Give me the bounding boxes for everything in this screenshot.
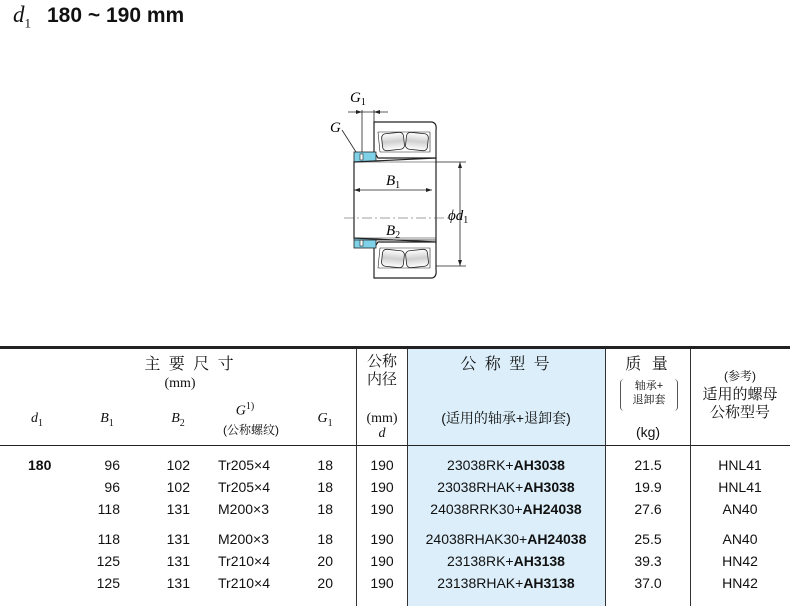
table-header-rule [0,445,790,446]
header-ref: (参考) [724,369,756,383]
title-range: 180 ~ 190 mm [47,4,185,27]
cell-b1: 118 [97,531,120,547]
cell-designation: 23038RHAK+AH3038 [437,479,575,495]
cell-g1: 18 [317,501,333,517]
cell-g1: 20 [317,575,333,591]
header-b2: $B_2$ [171,411,185,429]
cell-d1: 180 [28,457,52,473]
header-mass-note: 轴承+ 退卸套 [620,379,678,411]
cell-b2: 102 [166,479,190,495]
cell-nut: HN42 [722,575,758,591]
cell-mass: 19.9 [634,479,662,495]
cell-d: 190 [370,501,394,517]
cell-d: 190 [370,553,394,569]
header-designation-note: (适用的轴承+退卸套) [441,410,571,426]
header-d1: $d_1$ [31,411,43,429]
cell-designation: 23038RK+AH3038 [447,457,565,473]
header-nut-1: 适用的螺母 [702,386,778,403]
cell-g: M200×3 [218,501,269,517]
cell-nut: HNL41 [718,457,762,473]
cell-nut: HNL41 [718,479,762,495]
cell-d: 190 [370,457,394,473]
header-mass-unit: (kg) [635,424,661,440]
header-main-dims: 主 要 尺 寸 [144,356,236,373]
cell-d: 190 [370,479,394,495]
cell-b2: 131 [166,575,190,591]
cell-nut: AN40 [722,531,758,547]
title-symbol: $d_1$ [13,2,31,31]
header-designation: 公 称 型 号 [460,356,552,373]
cell-b1: 118 [97,501,120,517]
cell-designation: 24038RRK30+AH24038 [430,501,582,517]
cell-g: M200×3 [218,531,269,547]
cell-designation: 24038RHAK30+AH24038 [425,531,587,547]
cell-b1: 125 [96,553,120,569]
table-divider [605,349,606,606]
cell-designation: 23138RK+AH3138 [447,553,565,569]
table-divider [690,349,691,606]
cell-mass: 27.6 [634,501,662,517]
header-g: $G^{1)}$ [235,401,255,419]
header-b1: $B_1$ [100,411,114,429]
cell-d: 190 [370,575,394,591]
table-divider [356,349,357,606]
cell-g: Tr205×4 [218,479,271,495]
cell-b1: 125 [96,575,120,591]
cell-g1: 20 [317,553,333,569]
header-nominal-bore-2: 内径 [366,371,397,388]
page-title [13,2,184,30]
label-phi-d1: $\phi d_1$ [448,208,469,226]
header-nominal-bore-d: d [378,426,386,441]
cell-b2: 131 [166,531,190,547]
cell-mass: 37.0 [634,575,662,591]
cell-g: Tr205×4 [218,457,271,473]
cell-designation: 23138RHAK+AH3138 [437,575,575,591]
cell-nut: HN42 [722,553,758,569]
cell-b1: 96 [104,457,120,473]
label-g1: $G_1$ [350,90,366,108]
header-mm: (mm) [164,376,196,391]
label-g: G [330,120,341,136]
header-nut-2: 公称型号 [709,404,770,421]
cell-g1: 18 [317,531,333,547]
cell-g: Tr210×4 [218,575,271,591]
cell-nut: AN40 [722,501,758,517]
cell-b1: 96 [104,479,120,495]
header-nominal-bore-1: 公称 [366,353,397,370]
header-nominal-bore-mm: (mm) [366,411,398,426]
cell-b2: 102 [166,457,190,473]
header-g-note: (公称螺纹) [223,423,279,437]
label-b2: $B_2$ [386,223,401,241]
label-b1: $B_1$ [386,173,401,191]
cell-b2: 131 [166,501,190,517]
cell-g1: 18 [317,479,333,495]
cell-g: Tr210×4 [218,553,271,569]
cell-d: 190 [370,531,394,547]
cell-b2: 131 [166,553,190,569]
cell-mass: 39.3 [634,553,662,569]
table-top-rule [0,346,790,349]
cell-g1: 18 [317,457,333,473]
header-g1: $G_1$ [317,411,333,429]
header-mass: 质 量 [625,356,671,373]
cell-mass: 25.5 [634,531,662,547]
bearing-sleeve-diagram [300,80,490,320]
cell-mass: 21.5 [634,457,662,473]
